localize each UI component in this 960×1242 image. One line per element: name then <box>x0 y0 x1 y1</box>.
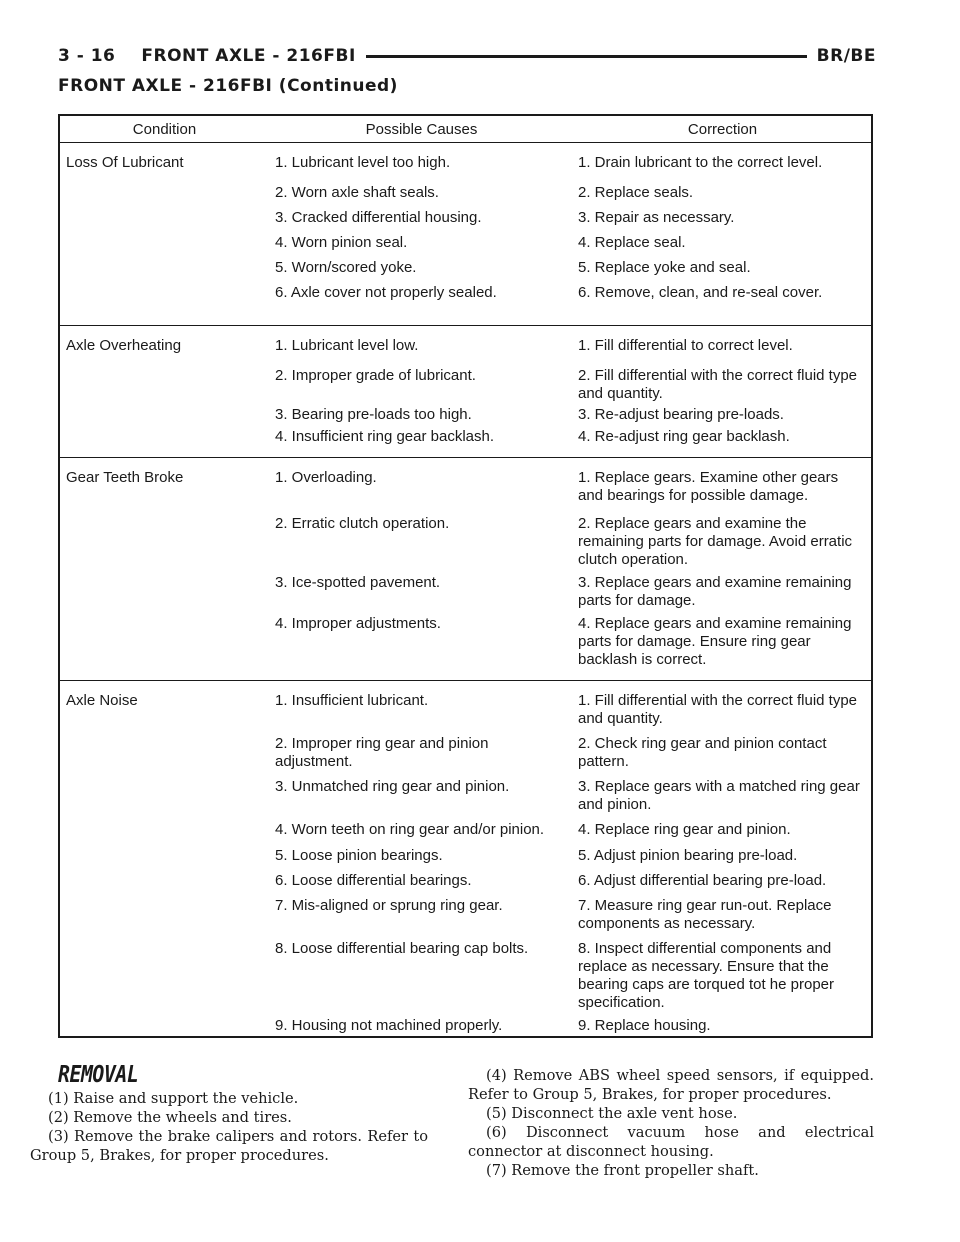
cause-cell: 1. Insufficient lubricant. <box>275 692 429 709</box>
table-row <box>269 515 871 569</box>
table-row <box>269 574 871 610</box>
table-row <box>269 428 871 446</box>
condition-cell: Gear Teeth Broke <box>66 469 184 486</box>
header-rule <box>366 55 807 58</box>
correction-cell: 2. Replace seals. <box>578 184 694 201</box>
removal-step: (3) Remove the brake calipers and rotors. Refer to Group 5, Brakes, for proper procedures. <box>30 1128 428 1164</box>
correction-cell: 3. Replace gears and examine remaining parts for damage. <box>578 574 852 609</box>
cause-cell: 4. Improper adjustments. <box>275 615 441 632</box>
correction-cell: 3. Re-adjust bearing pre-loads. <box>578 406 784 423</box>
cause-cell: 5. Worn/scored yoke. <box>275 259 417 276</box>
correction-cell: 6. Adjust differential bearing pre-load. <box>578 872 827 889</box>
cause-cell: 4. Worn pinion seal. <box>275 234 408 251</box>
header-possible-causes: Possible Causes <box>365 120 478 138</box>
table-row <box>269 184 871 202</box>
page-subtitle: FRONT AXLE - 216FBI (Continued) <box>58 76 398 96</box>
table-row <box>269 692 871 728</box>
header-condition: Condition <box>132 120 197 138</box>
correction-cell: 1. Fill differential to correct level. <box>578 337 793 354</box>
removal-heading: REMOVAL <box>58 1062 139 1088</box>
correction-cell: 6. Remove, clean, and re-seal cover. <box>578 284 823 301</box>
table-row <box>269 735 871 771</box>
table-row <box>269 234 871 252</box>
table-row <box>269 284 871 302</box>
cause-cell: 2. Improper ring gear and pinion adjustment. <box>275 735 489 770</box>
correction-cell: 5. Adjust pinion bearing pre-load. <box>578 847 798 864</box>
cause-cell: 2. Improper grade of lubricant. <box>275 367 476 384</box>
cause-cell: 6. Axle cover not properly sealed. <box>275 284 497 301</box>
correction-cell: 3. Repair as necessary. <box>578 209 735 226</box>
removal-step: (2) Remove the wheels and tires. <box>48 1109 292 1126</box>
correction-cell: 9. Replace housing. <box>578 1017 711 1034</box>
diagnosis-table <box>58 114 873 1038</box>
page-header <box>58 44 876 68</box>
correction-cell: 8. Inspect differential components and replace as necessary. Ensure that the bearing caps are torqued tot he proper specification. <box>578 940 835 1011</box>
correction-cell: 4. Replace ring gear and pinion. <box>578 821 791 838</box>
removal-step: (6) Disconnect vacuum hose and electrical connector at disconnect housing. <box>468 1124 874 1160</box>
correction-cell: 5. Replace yoke and seal. <box>578 259 751 276</box>
correction-cell: 7. Measure ring gear run-out. Replace components as necessary. <box>578 897 832 932</box>
table-group-gear-teeth-broke <box>60 458 871 681</box>
cause-cell: 1. Lubricant level too high. <box>275 154 451 171</box>
table-row <box>269 940 871 1012</box>
removal-step: (5) Disconnect the axle vent hose. <box>486 1105 738 1122</box>
correction-cell: 1. Fill differential with the correct fluid type and quantity. <box>578 692 858 727</box>
cause-cell: 3. Cracked differential housing. <box>275 209 482 226</box>
cause-cell: 3. Ice-spotted pavement. <box>275 574 441 591</box>
cause-cell: 7. Mis-aligned or sprung ring gear. <box>275 897 503 914</box>
correction-cell: 1. Replace gears. Examine other gears and bearings for possible damage. <box>578 469 839 504</box>
page-number: 3 - 16 <box>58 46 116 66</box>
table-group-axle-overheating <box>60 326 871 458</box>
cause-cell: 2. Worn axle shaft seals. <box>275 184 439 201</box>
table-row <box>269 367 871 403</box>
condition-cell: Axle Overheating <box>66 337 182 354</box>
table-row <box>269 615 871 669</box>
header-correction: Correction <box>687 120 758 138</box>
cause-cell: 4. Insufficient ring gear backlash. <box>275 428 495 445</box>
cause-cell: 9. Housing not machined properly. <box>275 1017 503 1034</box>
table-row <box>269 872 871 890</box>
correction-cell: 2. Check ring gear and pinion contact pattern. <box>578 735 827 770</box>
removal-step: (4) Remove ABS wheel speed sensors, if equipped. Refer to Group 5, Brakes, for proper procedures. <box>468 1067 874 1103</box>
table-row <box>269 897 871 933</box>
cause-cell: 3. Bearing pre-loads too high. <box>275 406 472 423</box>
correction-cell: 1. Drain lubricant to the correct level. <box>578 154 823 171</box>
correction-cell: 4. Replace gears and examine remaining parts for damage. Ensure ring gear backlash is correct. <box>578 615 852 668</box>
removal-steps-right <box>468 1066 874 1180</box>
table-row <box>269 778 871 814</box>
table-header-row <box>60 116 871 143</box>
removal-step: (1) Raise and support the vehicle. <box>48 1090 299 1107</box>
condition-cell: Loss Of Lubricant <box>66 154 184 171</box>
correction-cell: 2. Replace gears and examine the remaining parts for damage. Avoid erratic clutch operation. <box>578 515 853 568</box>
model-code: BR/BE <box>816 46 876 66</box>
cause-cell: 5. Loose pinion bearings. <box>275 847 443 864</box>
cause-cell: 3. Unmatched ring gear and pinion. <box>275 778 510 795</box>
table-row <box>269 406 871 424</box>
correction-cell: 3. Replace gears with a matched ring gear and pinion. <box>578 778 860 813</box>
cause-cell: 4. Worn teeth on ring gear and/or pinion. <box>275 821 545 838</box>
table-row <box>269 154 871 172</box>
cause-cell: 2. Erratic clutch operation. <box>275 515 450 532</box>
cause-cell: 6. Loose differential bearings. <box>275 872 472 889</box>
table-group-loss-of-lubricant <box>60 143 871 326</box>
section-title: FRONT AXLE - 216FBI <box>141 46 356 66</box>
table-group-axle-noise <box>60 681 871 1056</box>
correction-cell: 4. Replace seal. <box>578 234 686 251</box>
cause-cell: 1. Overloading. <box>275 469 377 486</box>
removal-steps-left <box>30 1089 428 1165</box>
table-row <box>269 1017 871 1035</box>
table-row <box>269 259 871 277</box>
table-row <box>269 337 871 355</box>
correction-cell: 4. Re-adjust ring gear backlash. <box>578 428 790 445</box>
correction-cell: 2. Fill differential with the correct fluid type and quantity. <box>578 367 858 402</box>
removal-step: (7) Remove the front propeller shaft. <box>486 1162 759 1179</box>
table-row <box>269 821 871 839</box>
condition-cell: Axle Noise <box>66 692 138 709</box>
cause-cell: 1. Lubricant level low. <box>275 337 419 354</box>
cause-cell: 8. Loose differential bearing cap bolts. <box>275 940 529 957</box>
table-row <box>269 847 871 865</box>
table-row <box>269 209 871 227</box>
table-row <box>269 469 871 505</box>
